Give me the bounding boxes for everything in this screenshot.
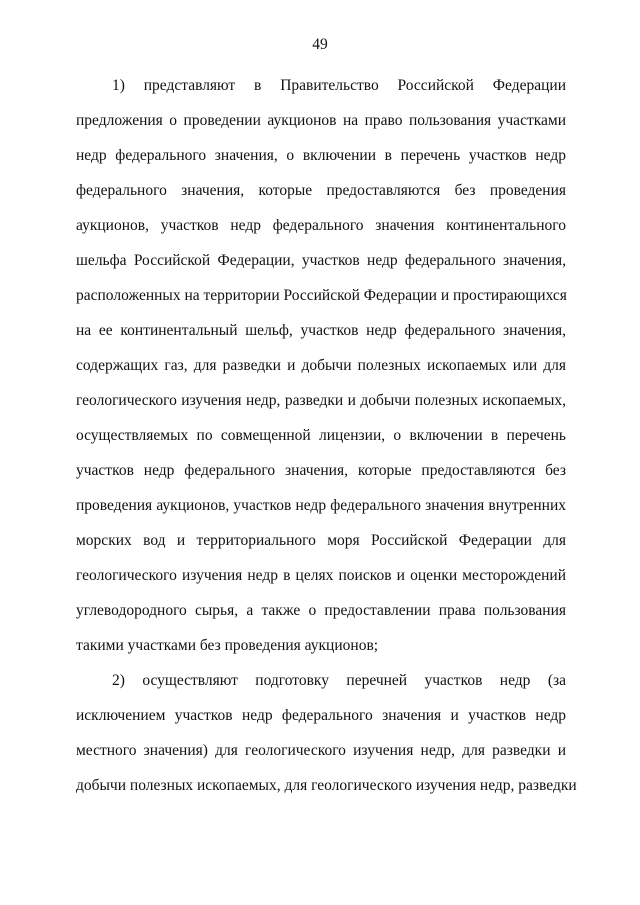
paragraph-1-line: 1) представляют в Правительство Российской Федерации bbox=[112, 77, 566, 94]
paragraph-1-line: недр федерального значения, о включении в перечень участков недр bbox=[76, 147, 566, 164]
paragraph-2-line: 2) осуществляют подготовку перечней участков недр (за bbox=[112, 672, 566, 689]
paragraph-1-line: морских вод и территориального моря Российской Федерации для bbox=[76, 532, 566, 549]
paragraph-1-line: осуществляемых по совмещенной лицензии, о включении в перечень bbox=[76, 427, 566, 444]
page-number: 49 bbox=[312, 36, 328, 53]
paragraph-1-line: шельфа Российской Федерации, участков недр федерального значения, bbox=[76, 252, 566, 269]
paragraph-1-line: расположенных на территории Российской Федерации и простирающихся bbox=[76, 287, 567, 304]
paragraph-1-line: геологического изучения недр, разведки и добычи полезных ископаемых, bbox=[76, 392, 566, 409]
paragraph-1-line: проведения аукционов, участков недр федерального значения внутренних bbox=[76, 497, 566, 514]
paragraph-1-line: аукционов, участков недр федерального значения континентального bbox=[76, 217, 566, 234]
paragraph-1-line: такими участками без проведения аукционов; bbox=[76, 637, 379, 654]
paragraph-1-line: предложения о проведении аукционов на право пользования участками bbox=[76, 112, 566, 129]
paragraph-1-line: федерального значения, которые предоставляются без проведения bbox=[76, 182, 566, 199]
paragraph-1-line: содержащих газ, для разведки и добычи полезных ископаемых или для bbox=[76, 357, 566, 374]
paragraph-2-line: добычи полезных ископаемых, для геологического изучения недр, разведки bbox=[76, 777, 577, 794]
paragraph-1-line: геологического изучения недр в целях поисков и оценки месторождений bbox=[76, 567, 566, 584]
paragraph-1-line: на ее континентальный шельф, участков недр федерального значения, bbox=[76, 322, 566, 339]
paragraph-1-line: участков недр федерального значения, которые предоставляются без bbox=[76, 462, 566, 479]
paragraph-2-line: местного значения) для геологического изучения недр, для разведки и bbox=[76, 742, 566, 759]
paragraph-2-line: исключением участков недр федерального значения и участков недр bbox=[76, 707, 566, 724]
paragraph-1-line: углеводородного сырья, а также о предоставлении права пользования bbox=[76, 602, 566, 619]
